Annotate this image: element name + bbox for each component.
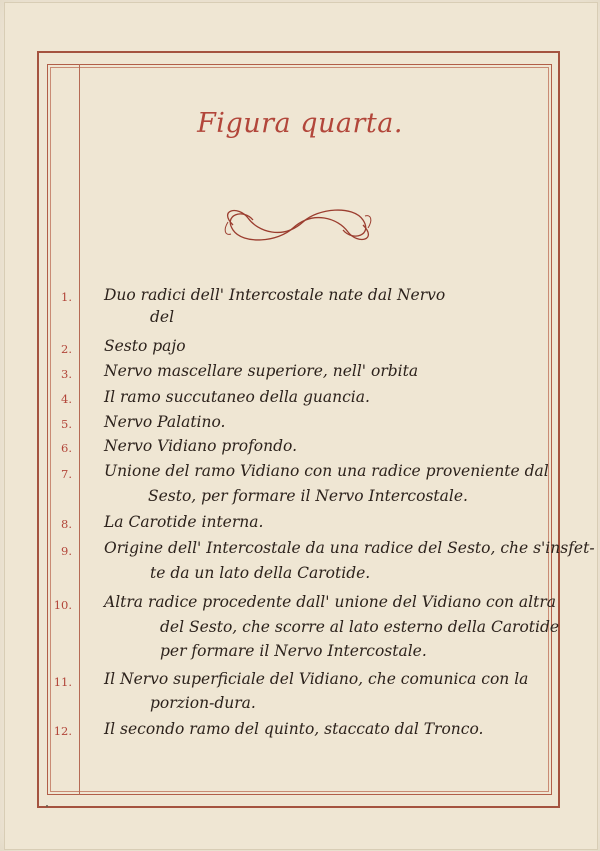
entry-number: 10. bbox=[53, 598, 72, 612]
entry-text: La Carotide interna. bbox=[104, 513, 264, 531]
entry-text: Altra radice procedente dall' unione del Vidiano con altra bbox=[104, 593, 557, 611]
entry-text: Unione del ramo Vidiano con una radice proveniente dal bbox=[104, 462, 549, 480]
entry-number: 11. bbox=[53, 675, 72, 689]
entry-text: del bbox=[150, 308, 175, 326]
entry-number: 7. bbox=[61, 467, 72, 481]
entry-number: 12. bbox=[53, 724, 72, 738]
entry-text: porzion-dura. bbox=[150, 694, 256, 712]
entry-text: per formare il Nervo Intercostale. bbox=[160, 642, 427, 660]
entry-text: del Sesto, che scorre al lato esterno della Carotide bbox=[160, 618, 560, 636]
entry-text: Origine dell' Intercostale da una radice del Sesto, che s'insfet- bbox=[104, 539, 595, 557]
entry-number: 1. bbox=[61, 290, 72, 304]
entry-text: Il Nervo superficiale del Vidiano, che comunica con la bbox=[104, 670, 529, 688]
entry-text: te da un lato della Carotide. bbox=[150, 564, 371, 582]
entry-number: 3. bbox=[61, 367, 72, 381]
entry-text: Il ramo succutaneo della guancia. bbox=[104, 388, 370, 406]
entry-number: 2. bbox=[61, 342, 72, 356]
entry-text: Sesto pajo bbox=[104, 337, 186, 355]
entry-text: Nervo Palatino. bbox=[104, 413, 226, 431]
entry-number: 9. bbox=[61, 544, 72, 558]
entry-number: 4. bbox=[61, 392, 72, 406]
ink-speck bbox=[46, 805, 48, 807]
entry-text: Nervo Vidiano profondo. bbox=[104, 437, 298, 455]
margin-rule bbox=[79, 64, 80, 795]
entry-text: Il secondo ramo del quinto, staccato dal Tronco. bbox=[104, 720, 484, 738]
entry-text: Nervo mascellare superiore, nell' orbita bbox=[104, 362, 419, 380]
entry-number: 5. bbox=[61, 417, 72, 431]
entry-text: Duo radici dell' Intercostale nate dal Nervo bbox=[104, 286, 446, 304]
entry-text: Sesto, per formare il Nervo Intercostale. bbox=[148, 487, 468, 505]
calligraphic-flourish-icon bbox=[213, 200, 383, 250]
entry-number: 6. bbox=[61, 441, 72, 455]
page-title: Figura quarta. bbox=[197, 108, 403, 139]
entry-number: 8. bbox=[61, 517, 72, 531]
